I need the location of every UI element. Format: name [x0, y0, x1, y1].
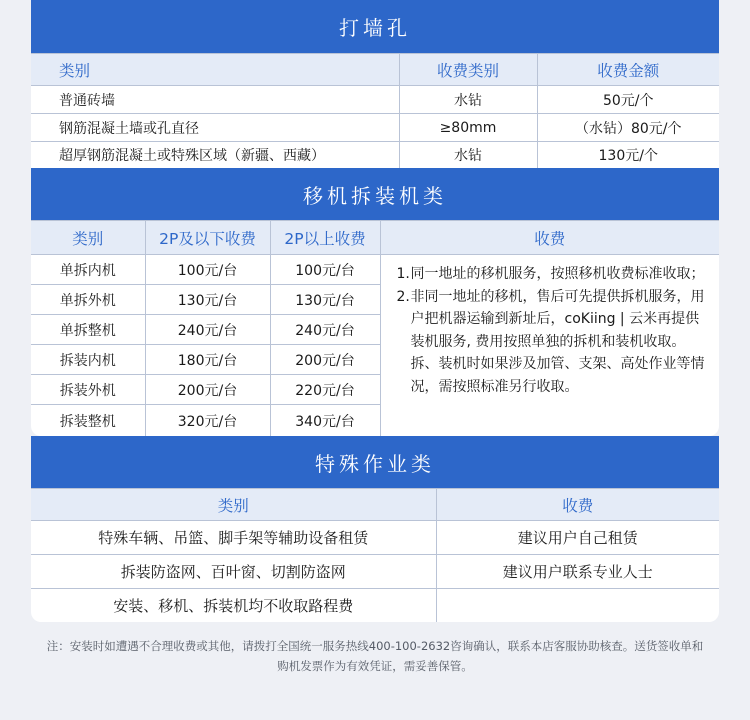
- row-fee: [436, 589, 719, 623]
- header-fee-amount: 收费金额: [537, 54, 719, 86]
- table-row: [31, 521, 719, 555]
- row-category: 钢筋混凝土墙或孔直径: [31, 114, 399, 142]
- row-category: 拆装内机: [31, 345, 145, 375]
- row-fee-2p-above: 100元/台: [270, 255, 380, 285]
- row-fee-2p-above: 130元/台: [270, 285, 380, 315]
- header-category: 类别: [31, 54, 399, 86]
- row-fee: 建议用户联系专业人士: [436, 555, 719, 589]
- table-row: [31, 555, 719, 589]
- header-fee-2p-above: 2P以上收费: [270, 221, 380, 255]
- row-category: 特殊车辆、吊篮、脚手架等辅助设备租赁: [31, 521, 436, 555]
- relocation-card: [31, 168, 719, 436]
- table-row: [31, 142, 719, 169]
- special-title: 特殊作业类: [31, 436, 719, 488]
- row-fee-2p-below: 130元/台: [145, 285, 270, 315]
- row-category: 单拆内机: [31, 255, 145, 285]
- row-fee-2p-below: 240元/台: [145, 315, 270, 345]
- special-table: [31, 488, 719, 622]
- row-fee-amount: 50元/个: [537, 86, 719, 114]
- wall-drilling-card: [31, 0, 719, 168]
- relocation-notes: [380, 255, 719, 437]
- table-header-row: [31, 489, 719, 521]
- row-fee-2p-below: 200元/台: [145, 375, 270, 405]
- row-fee-2p-above: 340元/台: [270, 405, 380, 437]
- table-row: [31, 114, 719, 142]
- header-category: 类别: [31, 489, 436, 521]
- table-row: [31, 589, 719, 623]
- special-card: [31, 436, 719, 622]
- row-fee-amount: （水钻）80元/个: [537, 114, 719, 142]
- row-fee-2p-below: 100元/台: [145, 255, 270, 285]
- row-fee-2p-below: 180元/台: [145, 345, 270, 375]
- row-category: 单拆整机: [31, 315, 145, 345]
- table-header-row: [31, 221, 719, 255]
- row-category: 单拆外机: [31, 285, 145, 315]
- row-fee-type: ≥80mm: [399, 114, 537, 142]
- note-item: 1. 同一地址的移机服务，按照移机收费标准收取；: [396, 266, 705, 282]
- table-header-row: [31, 54, 719, 86]
- row-fee-type: 水钻: [399, 142, 537, 169]
- relocation-title: 移机拆装机类: [31, 168, 719, 220]
- footnote: 注：安装时如遭遇不合理收费或其他，请拨打全国统一服务热线400-100-2632咨询确认，联系本店客服协助核查。送货签收单和购机发票作为有效凭证，需妥善保管。: [46, 639, 704, 673]
- row-category: 拆装防盗网、百叶窗、切割防盗网: [31, 555, 436, 589]
- row-fee-type: 水钻: [399, 86, 537, 114]
- row-fee-2p-above: 200元/台: [270, 345, 380, 375]
- row-fee-2p-above: 240元/台: [270, 315, 380, 345]
- wall-drilling-title: 打墙孔: [31, 0, 719, 53]
- table-row: [31, 86, 719, 114]
- row-category: 超厚钢筋混凝土或特殊区域（新疆、西藏）: [31, 142, 399, 169]
- row-category: 普通砖墙: [31, 86, 399, 114]
- row-category: 安装、移机、拆装机均不收取路程费: [31, 589, 436, 623]
- header-fee: 收费: [436, 489, 719, 521]
- row-category: 拆装整机: [31, 405, 145, 437]
- relocation-table: [31, 220, 719, 436]
- header-category: 类别: [31, 221, 145, 255]
- table-row: [31, 255, 719, 285]
- row-fee-2p-above: 220元/台: [270, 375, 380, 405]
- row-fee-amount: 130元/个: [537, 142, 719, 169]
- header-fee-type: 收费类别: [399, 54, 537, 86]
- note-item: 2. 非同一地址的移机，售后可先提供拆机服务，用户把机器运输到新址后，coKiing | 云米再提供装机服务, 费用按照单独的拆机和装机收取。拆、装机时如果涉及加管、支架、高处作业等情况，需按照标准另行收取。: [396, 288, 705, 395]
- row-category: 拆装外机: [31, 375, 145, 405]
- row-fee-2p-below: 320元/台: [145, 405, 270, 437]
- wall-drilling-table: [31, 53, 719, 168]
- header-fee-2p-below: 2P及以下收费: [145, 221, 270, 255]
- row-fee: 建议用户自己租赁: [436, 521, 719, 555]
- header-fee: 收费: [380, 221, 719, 255]
